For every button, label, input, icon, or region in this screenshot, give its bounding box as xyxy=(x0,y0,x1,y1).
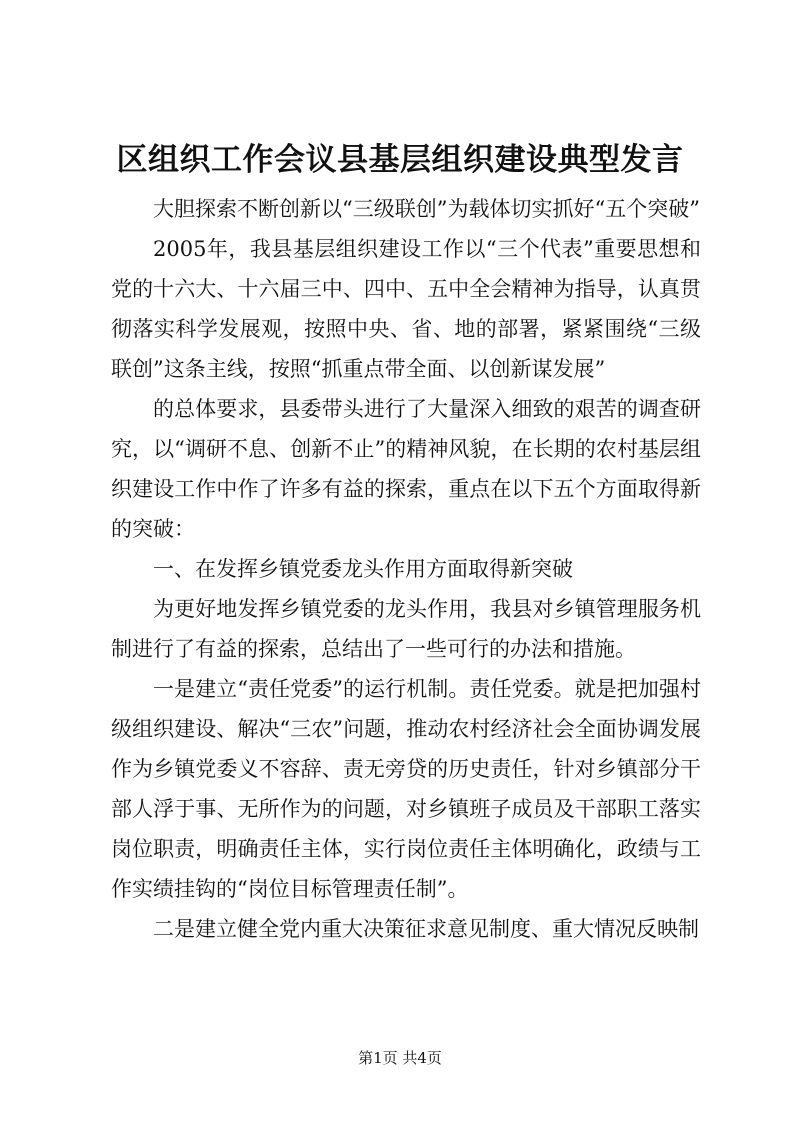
body-paragraph: 二是建立健全党内重大决策征求意见制度、重大情况反映制 xyxy=(153,917,699,941)
section-heading: 一、在发挥乡镇党委龙头作用方面取得新突破 xyxy=(153,557,573,581)
document-title: 区组织工作会议县基层组织建设典型发言 xyxy=(116,142,684,178)
subtitle-paragraph: 大胆探索不断创新以“三级联创”为载体切实抓好“五个突破” xyxy=(153,197,700,221)
body-paragraph: 的总体要求，县委带头进行了大量深入细致的艰苦的调查研究，以“调研不息、创新不止”的精神风貌，在长期的农村基层组织建设工作中作了许多有益的探索，重点在以下五个方面取得新的突破： xyxy=(111,397,701,541)
body-paragraph: 一是建立“责任党委”的运行机制。责任党委。就是把加强村级组织建设、解决“三农”问题，推动农村经济社会全面协调发展作为乡镇党委义不容辞、责无旁贷的历史责任，针对乡镇部分干部人浮于事、无所作为的问题，对乡镇班子成员及干部职工落实岗位职责，明确责任主体，实行岗位责任主体明确化，政绩与工作实绩挂钩的“岗位目标管理责任制”。 xyxy=(111,677,701,901)
body-paragraph: 2005年，我县基层组织建设工作以“三个代表”重要思想和党的十六大、十六届三中、四中、五中全会精神为指导，认真贯彻落实科学发展观，按照中央、省、地的部署，紧紧围绕“三级联创”这条主线，按照“抓重点带全面、以创新谋发展” xyxy=(111,237,701,381)
page-number-footer: 第1页 共4页 xyxy=(358,1049,442,1067)
body-paragraph: 为更好地发挥乡镇党委的龙头作用，我县对乡镇管理服务机制进行了有益的探索，总结出了一些可行的办法和措施。 xyxy=(111,597,701,661)
document-body xyxy=(111,189,701,949)
